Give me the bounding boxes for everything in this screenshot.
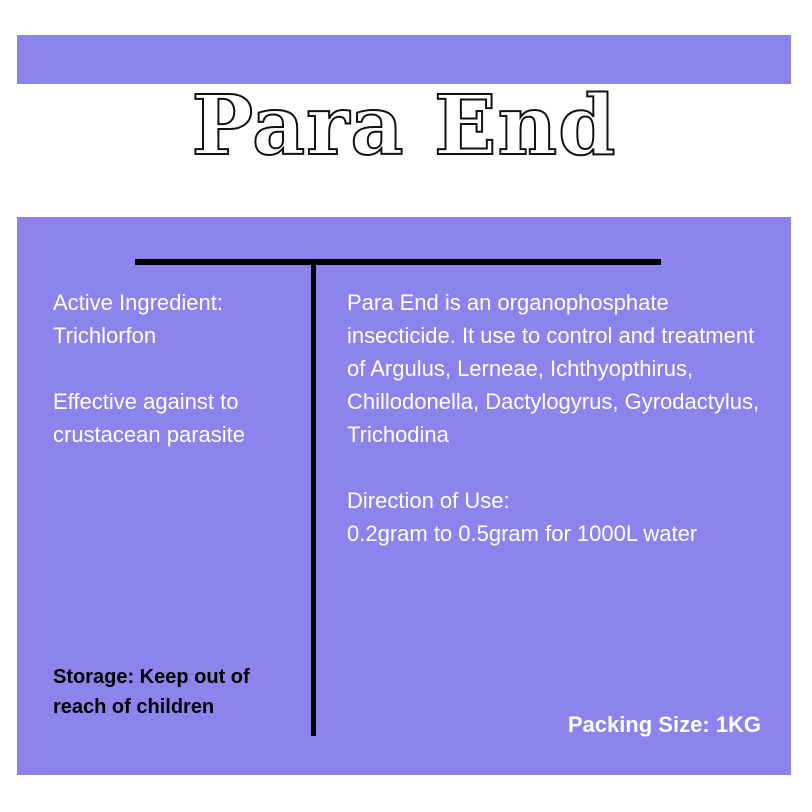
product-title: Para End <box>191 78 617 175</box>
left-column <box>53 286 303 484</box>
product-description: Para End is an organophosphate insecticide. It use to control and treatment of Argulus, Lerneae, Ichthyopthirus, Chillodonella, Dactylogyrus, Gyrodactylus, Trichodina <box>347 290 760 447</box>
active-ingredient-label: Active Ingredient: <box>53 290 223 315</box>
effectiveness-text: Effective against to crustacean parasite <box>53 389 245 447</box>
horizontal-divider <box>135 259 661 265</box>
direction-label: Direction of Use: <box>347 488 510 513</box>
right-column <box>347 286 777 583</box>
vertical-divider <box>311 259 316 736</box>
storage-warning: Storage: Keep out of reach of children <box>53 666 250 718</box>
direction-of-use <box>347 484 777 550</box>
direction-value: 0.2gram to 0.5gram for 1000L water <box>347 521 698 546</box>
active-ingredient <box>53 286 303 352</box>
product-label <box>17 35 791 775</box>
packing-size: Packing Size: 1KG <box>567 712 761 737</box>
title-band <box>17 78 791 217</box>
active-ingredient-value: Trichlorfon <box>53 323 157 348</box>
